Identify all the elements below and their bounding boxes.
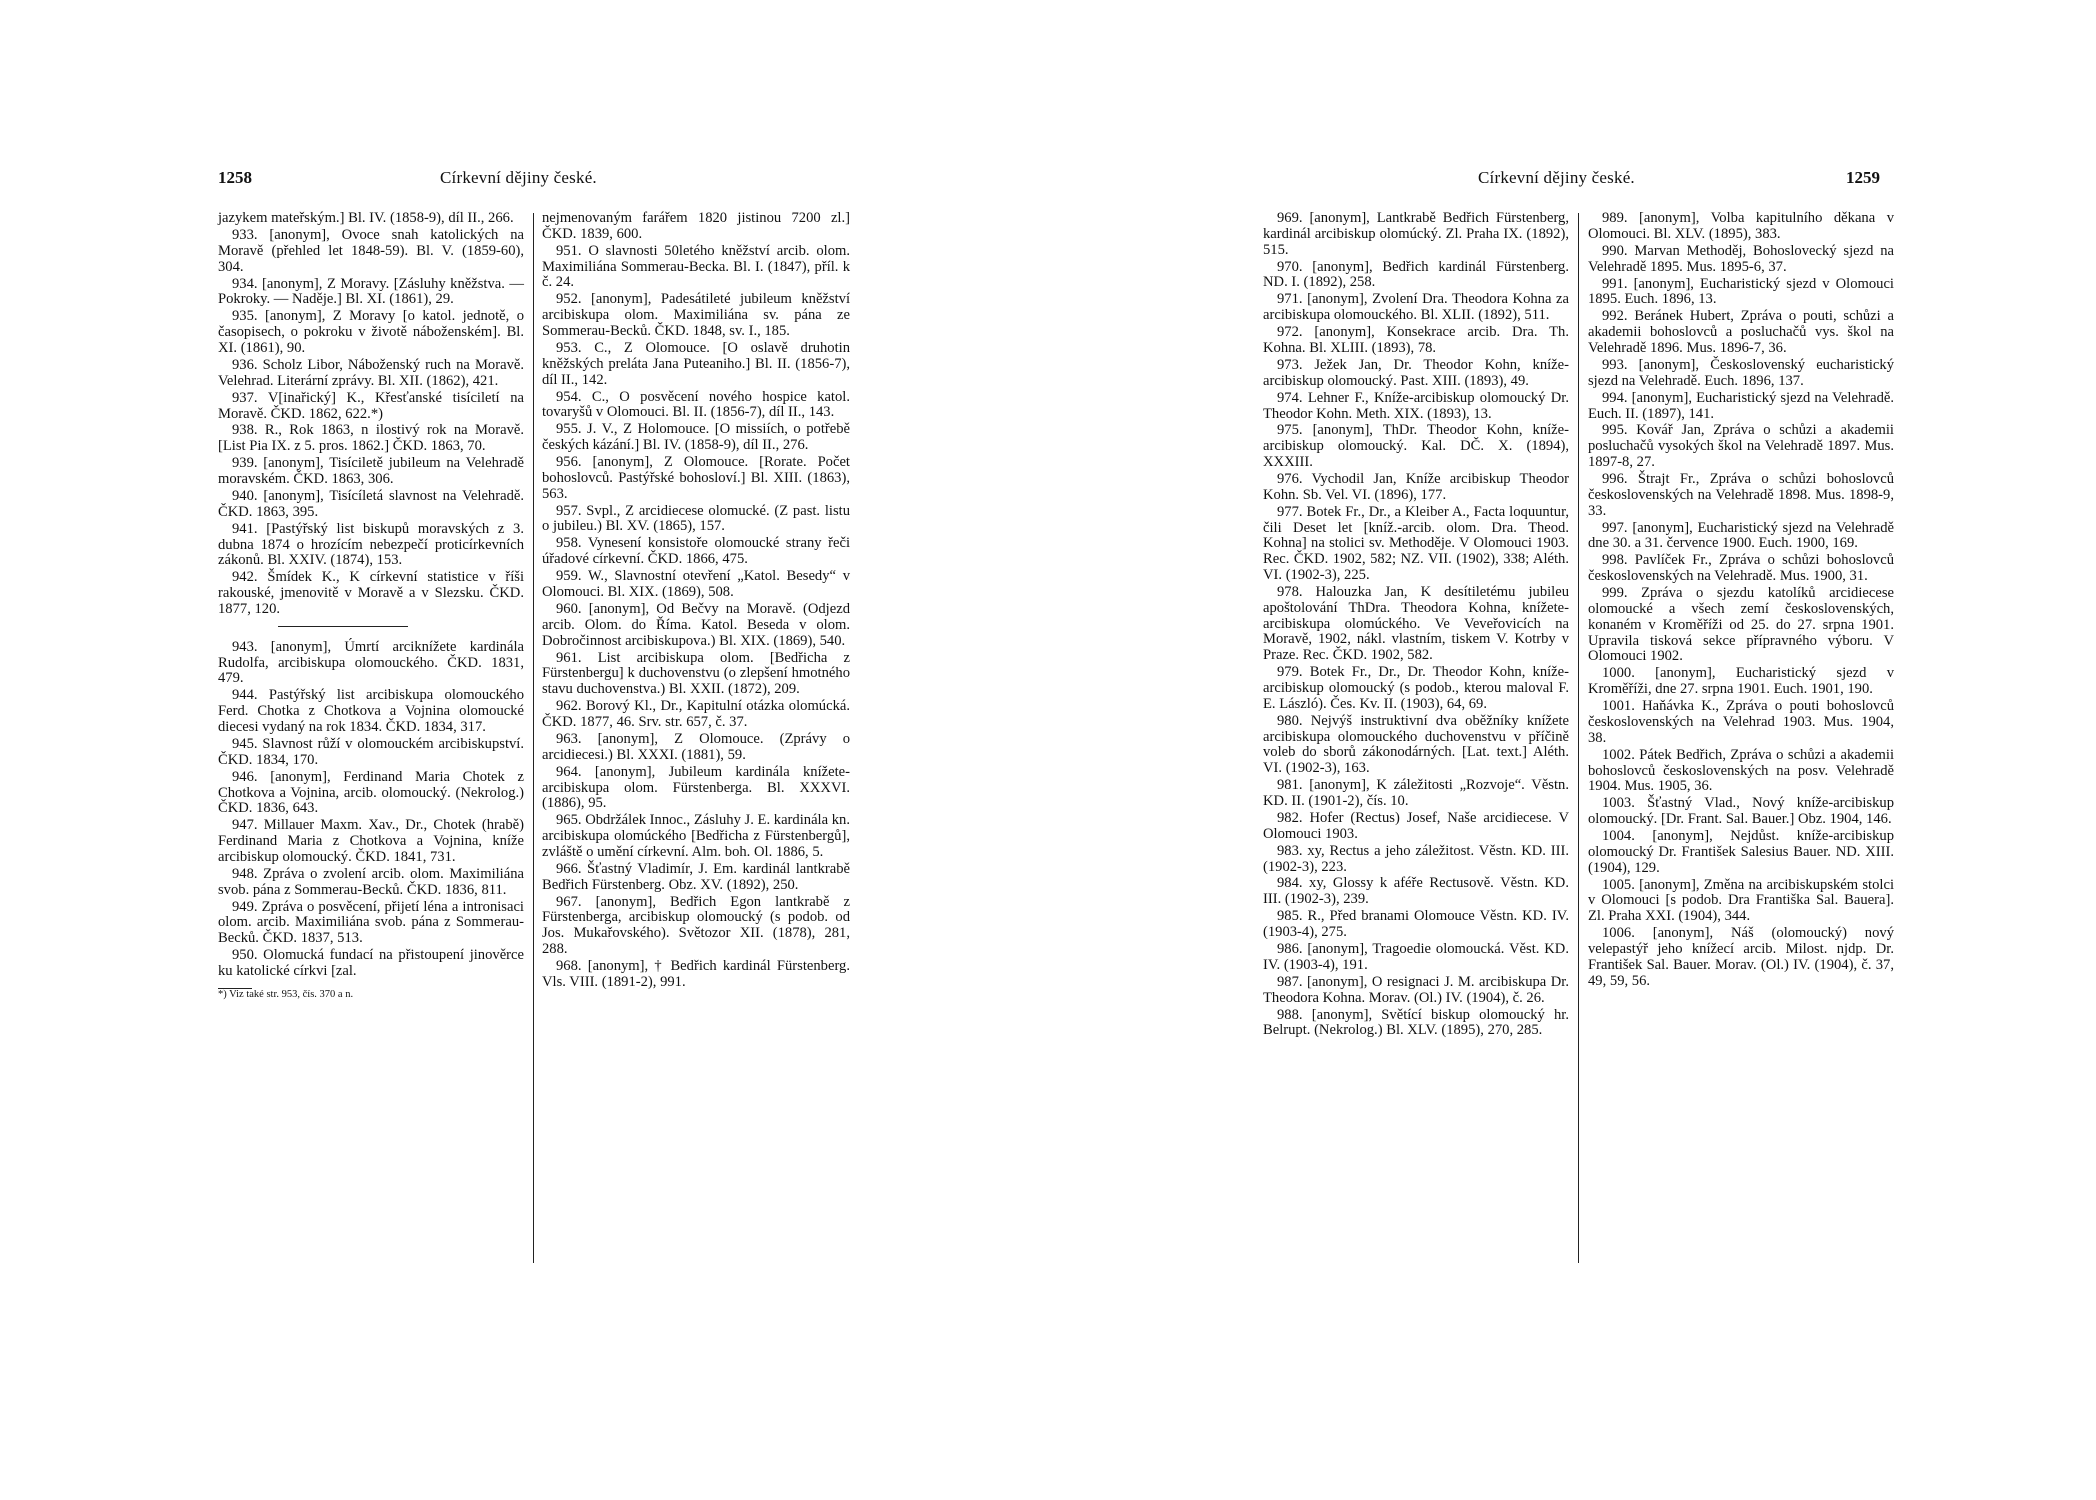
entry: 946. [anonym], Ferdinand Maria Chotek z Chotkova a Vojnina, arcib. olomoucký. (Nekrolog.) ČKD. 1836, 643. [218, 768, 524, 817]
right-page-number: 1259 [1846, 168, 1880, 187]
entry: 943. [anonym], Úmrtí arciknížete kardinála Rudolfa, arcibiskupa olomouckého. ČKD. 1831, 479. [218, 638, 524, 687]
entry: 960. [anonym], Od Bečvy na Moravě. (Odjezd arcib. Olom. do Říma. Katol. Beseda v olom. Dobročinnost arcibiskupova.) Bl. XIX. (1869), 540. [542, 601, 850, 649]
entry: 999. Zpráva o sjezdu katolíků arcidiecese olomoucké a všech zemí československých, konaném v Kroměříži od 25. do 27. srpna 1901. Upravila tisková sekce přípravného výboru. V Olomouci 1902. [1588, 585, 1894, 665]
entry: 1004. [anonym], Nejdůst. kníže-arcibiskup olomoucký Dr. František Salesius Bauer. ND. XIII. (1904), 129. [1588, 828, 1894, 876]
entry: 935. [anonym], Z Moravy [o katol. jednotě, o časopisech, o pokroku v životě náboženském]. Bl. XI. (1861), 90. [218, 308, 524, 356]
entry: 948. Zpráva o zvolení arcib. olom. Maximiliána svob. pána z Sommerau-Becků. ČKD. 1836, 811. [218, 865, 524, 898]
entry: 979. Botek Fr., Dr., Dr. Theodor Kohn, kníže-arcibiskup olomoucký (s podob., kterou maloval F. E. László). Čes. Kv. II. (1903), 64, 69. [1263, 664, 1569, 712]
entry: 995. Kovář Jan, Zpráva o schůzi a akademii posluchačů vysokých škol na Velehradě 1897. Mus. 1897-8, 27. [1588, 422, 1894, 471]
right-column-2 [1588, 211, 1894, 991]
entry: 975. [anonym], ThDr. Theodor Kohn, kníže-arcibiskup olomoucký. Kal. DČ. X. (1894), XXXIII. [1263, 422, 1569, 471]
entry: 968. [anonym], † Bedřich kardinál Fürstenberg. Vls. VIII. (1891-2), 991. [542, 958, 850, 990]
entry: 953. C., Z Olomouce. [O oslavě druhotin kněžských preláta Jana Puteaniho.] Bl. II. (1856-7), díl II., 142. [542, 339, 850, 388]
entry: 987. [anonym], O resignaci J. M. arcibiskupa Dr. Theodora Kohna. Morav. (Ol.) IV. (1904), č. 26. [1263, 973, 1569, 1006]
entry: 947. Millauer Maxm. Xav., Dr., Chotek (hrabě) Ferdinand Maria z Chotkova a Vojnina, kníže arcibiskup olomoucký. ČKD. 1841, 731. [218, 817, 524, 865]
entry: 969. [anonym], Lantkrabě Bedřich Fürstenberg, kardinál arcibiskup olomúcký. Zl. Praha IX. (1892), 515. [1263, 210, 1569, 258]
entry: 982. Hofer (Rectus) Josef, Naše arcidiecese. V Olomouci 1903. [1263, 809, 1569, 842]
entry: 972. [anonym], Konsekrace arcib. Dra. Th. Kohna. Bl. XLIII. (1893), 78. [1263, 324, 1569, 356]
entry: 963. [anonym], Z Olomouce. (Zprávy o arcidiecesi.) Bl. XXXI. (1881), 59. [542, 730, 850, 763]
entry: 944. Pastýřský list arcibiskupa olomouckého Ferd. Chotka z Chotkova a Vojnina olomoucké diecesi vydaný na rok 1834. ČKD. 1834, 317. [218, 687, 524, 735]
entry: 973. Ježek Jan, Dr. Theodor Kohn, kníže-arcibiskup olomoucký. Past. XIII. (1893), 49. [1263, 356, 1569, 389]
entry: 992. Beránek Hubert, Zpráva o pouti, schůzi a akademii bohoslovců a posluchačů vys. škol na Velehradě 1896. Mus. 1896-7, 36. [1588, 308, 1894, 356]
entry: 941. [Pastýřský list biskupů moravských z 3. dubna 1874 o hrozícím nebezpečí proticírkevních zákonů. Bl. XXIV. (1874), 153. [218, 520, 524, 569]
entry: 958. Vynesení konsistoře olomoucké strany řeči úřadové církevní. ČKD. 1866, 475. [542, 535, 850, 568]
section-rule [278, 626, 408, 627]
entry: 996. Štrajt Fr., Zpráva o schůzi bohoslovců československých na Velehradě 1898. Mus. 1898-9, 33. [1588, 471, 1894, 519]
column-separator [533, 213, 534, 1263]
left-running-title: Církevní dějiny české. [440, 168, 597, 187]
entry: 1002. Pátek Bedřich, Zpráva o schůzi a akademii bohoslovců československých na posv. Velehradě 1904. Mus. 1905, 36. [1588, 746, 1894, 795]
entry: 964. [anonym], Jubileum kardinála knížete-arcibiskupa olom. Fürstenberga. Bl. XXXVI. (1886), 95. [542, 763, 850, 812]
entry: 934. [anonym], Z Moravy. [Zásluhy kněžstva. — Pokroky. — Naděje.] Bl. XI. (1861), 29. [218, 275, 524, 308]
entry: 998. Pavlíček Fr., Zpráva o schůzi bohoslovců československých na Velehradě. Mus. 1900, 31. [1588, 552, 1894, 585]
entry: 938. R., Rok 1863, n ilostivý rok na Moravě. [List Pia IX. z 5. pros. 1862.] ČKD. 1863, 70. [218, 422, 524, 455]
entry: 933. [anonym], Ovoce snah katolických na Moravě (přehled let 1848-59). Bl. V. (1859-60), 304. [218, 226, 524, 275]
footnote: *) Viz také str. 953, čís. 370 a n. [218, 988, 354, 1000]
entry: 985. R., Před branami Olomouce Věstn. KD. IV. (1903-4), 275. [1263, 908, 1569, 941]
entry: 957. Svpl., Z arcidiecese olomucké. (Z past. listu o jubileu.) Bl. XV. (1865), 157. [542, 502, 850, 535]
entry: 983. xy, Rectus a jeho záležitost. Věstn. KD. III. (1902-3), 223. [1263, 842, 1569, 875]
entry: 984. xy, Glossy k aféře Rectusově. Věstn. KD. III. (1902-3), 239. [1263, 875, 1569, 908]
entry: 951. O slavnosti 50letého kněžství arcib. olom. Maximiliána Sommerau-Becka. Bl. I. (1847), příl. k č. 24. [542, 242, 850, 291]
entry: 962. Borový Kl., Dr., Kapitulní otázka olomúcká. ČKD. 1877, 46. Srv. str. 657, č. 37. [542, 698, 850, 730]
left-column-1 [218, 211, 524, 1002]
left-column-2 [542, 211, 850, 992]
entry: 1006. [anonym], Náš (olomoucký) nový velepastýř jeho knížecí arcib. Milost. njdp. Dr. František Sal. Bauer. Morav. (Ol.) IV. (1904), č. 37, 49, 59, 56. [1588, 925, 1894, 989]
entry: 993. [anonym], Československý eucharistický sjezd na Velehradě. Euch. 1896, 137. [1588, 356, 1894, 389]
entry: 949. Zpráva o posvěcení, přijetí léna a intronisaci olom. arcib. Maximiliána svob. pána z Sommerau-Becků. ČKD. 1837, 513. [218, 898, 524, 947]
entry: 936. Scholz Libor, Náboženský ruch na Moravě. Velehrad. Literární zprávy. Bl. XII. (1862), 421. [218, 356, 524, 389]
entry: 937. V[inařický] K., Křesťanské tisíciletí na Moravě. ČKD. 1862, 622.*) [218, 389, 524, 422]
entry: 945. Slavnost růží v olomouckém arcibiskupství. ČKD. 1834, 170. [218, 735, 524, 768]
entry: 991. [anonym], Eucharistický sjezd v Olomouci 1895. Euch. 1896, 13. [1588, 275, 1894, 308]
entry: 970. [anonym], Bedřich kardinál Fürstenberg. ND. I. (1892), 258. [1263, 258, 1569, 291]
entry: 997. [anonym], Eucharistický sjezd na Velehradě dne 30. a 31. července 1900. Euch. 1900, 169. [1588, 519, 1894, 552]
entry: 989. [anonym], Volba kapitulního děkana v Olomouci. Bl. XLV. (1895), 383. [1588, 210, 1894, 242]
entry: 988. [anonym], Světící biskup olomoucký hr. Belrupt. (Nekrolog.) Bl. XLV. (1895), 270, 285. [1263, 1006, 1569, 1039]
entry: 1001. Haňávka K., Zpráva o pouti bohoslovců československých na Velehrad 1903. Mus. 1904, 38. [1588, 698, 1894, 746]
entry: 954. C., O posvěcení nového hospice katol. tovaryšů v Olomouci. Bl. II. (1856-7), díl II., 143. [542, 388, 850, 421]
entry: 981. [anonym], K záležitosti „Rozvoje“. Věstn. KD. II. (1901-2), čís. 10. [1263, 777, 1569, 809]
entry: 974. Lehner F., Kníže-arcibiskup olomoucký Dr. Theodor Kohn. Meth. XIX. (1893), 13. [1263, 389, 1569, 422]
entry: jazykem mateřským.] Bl. IV. (1858-9), díl II., 266. [218, 210, 514, 226]
entry: 955. J. V., Z Holomouce. [O missiích, o potřebě českých kázání.] Bl. IV. (1858-9), díl II., 276. [542, 421, 850, 454]
entry: 939. [anonym], Tisíciletě jubileum na Velehradě moravském. ČKD. 1863, 306. [218, 455, 524, 488]
entry: 977. Botek Fr., Dr., a Kleiber A., Facta loquuntur, čili Deset let [kníž.-arcib. olom. Dra. Theod. Kohna] na stolici sv. Methoděje. V Olomouci 1903. Rec. ČKD. 1902, 582; NZ. VII. (1902), 338; Aléth. VI. (1902-3), 225. [1263, 503, 1569, 584]
entry: 994. [anonym], Eucharistický sjezd na Velehradě. Euch. II. (1897), 141. [1588, 389, 1894, 422]
entry: 1003. Šťastný Vlad., Nový kníže-arcibiskup olomoucký. [Dr. Frant. Sal. Bauer.] Obz. 1904, 146. [1588, 795, 1894, 828]
entry: 950. Olomucká fundací na přistoupení jinověrce ku katolické církvi [zal. [218, 947, 524, 980]
entry: 952. [anonym], Padesátileté jubileum kněžství arcibiskupa olom. Maximiliána sv. pána ze Sommerau-Becků. ČKD. 1848, sv. I., 185. [542, 291, 850, 339]
entry: 986. [anonym], Tragoedie olomoucká. Věst. KD. IV. (1903-4), 191. [1263, 941, 1569, 973]
entry: 990. Marvan Methoděj, Bohoslovecký sjezd na Velehradě 1895. Mus. 1895-6, 37. [1588, 242, 1894, 275]
entry: 978. Halouzka Jan, K desítiletému jubileu apoštolování ThDra. Theodora Kohna, knížete-arcibiskupa olomúckého. Ve Veveřovicích na Moravě, 1902, nákl. vlastním, tiskem V. Kotrby v Praze. Rec. ČKD. 1902, 582. [1263, 584, 1569, 664]
entry: 965. Obdržálek Innoc., Zásluhy J. E. kardinála kn. arcibiskupa olomúckého [Bedřicha z Fürstenbergů], zvláště o umění církevní. Alm. boh. Ol. 1886, 5. [542, 812, 850, 860]
entry: nejmenovaným farářem 1820 jistinou 7200 zl.] ČKD. 1839, 600. [542, 210, 850, 242]
entry: 966. Šťastný Vladimír, J. Em. kardinál lantkrabě Bedřich Fürstenberg. Obz. XV. (1892), 250. [542, 860, 850, 893]
entry: 956. [anonym], Z Olomouce. [Rorate. Počet bohoslovců. Pastýřské bohosloví.] Bl. XIII. (1863), 563. [542, 454, 850, 502]
column-separator [1578, 213, 1579, 1263]
entry: 942. Šmídek K., K církevní statistice v říši rakouské, jmenovitě v Moravě a v Slezsku. ČKD. 1877, 120. [218, 569, 524, 617]
left-page-number: 1258 [218, 168, 252, 187]
entry: 976. Vychodil Jan, Kníže arcibiskup Theodor Kohn. Sb. Vel. VI. (1896), 177. [1263, 471, 1569, 503]
entry: 1000. [anonym], Eucharistický sjezd v Kroměříži, dne 27. srpna 1901. Euch. 1901, 190. [1588, 665, 1894, 698]
entry: 959. W., Slavnostní otevření „Katol. Besedy“ v Olomouci. Bl. XIX. (1869), 508. [542, 568, 850, 601]
right-column-1 [1263, 211, 1569, 1040]
entry: 967. [anonym], Bedřich Egon lantkrabě z Fürstenberga, arcibiskup olomoucký (s podob. od Jos. Mukařovského). Světozor XII. (1878), 281, 288. [542, 893, 850, 958]
entry: 940. [anonym], Tisícíletá slavnost na Velehradě. ČKD. 1863, 395. [218, 488, 524, 520]
entry: 1005. [anonym], Změna na arcibiskupském stolci v Olomouci [s podob. Dra Františka Sal. Bauera]. Zl. Praha XXI. (1904), 344. [1588, 876, 1894, 925]
entry: 961. List arcibiskupa olom. [Bedřicha z Fürstenbergu] k duchovenstvu (o zlepšení hmotného stavu duchovenstva.) Bl. XXII. (1872), 209. [542, 649, 850, 698]
right-page [1048, 0, 2096, 1500]
entry: 971. [anonym], Zvolení Dra. Theodora Kohna za arcibiskupa olomouckého. Bl. XLII. (1892), 511. [1263, 291, 1569, 324]
right-running-title: Církevní dějiny české. [1478, 168, 1635, 187]
entry: 980. Nejvýš instruktivní dva oběžníky knížete arcibiskupa olomouckého duchovenstvu v příčině voleb do sborů zákonodárných. [Lat. text.] Aléth. VI. (1902-3), 163. [1263, 712, 1569, 777]
